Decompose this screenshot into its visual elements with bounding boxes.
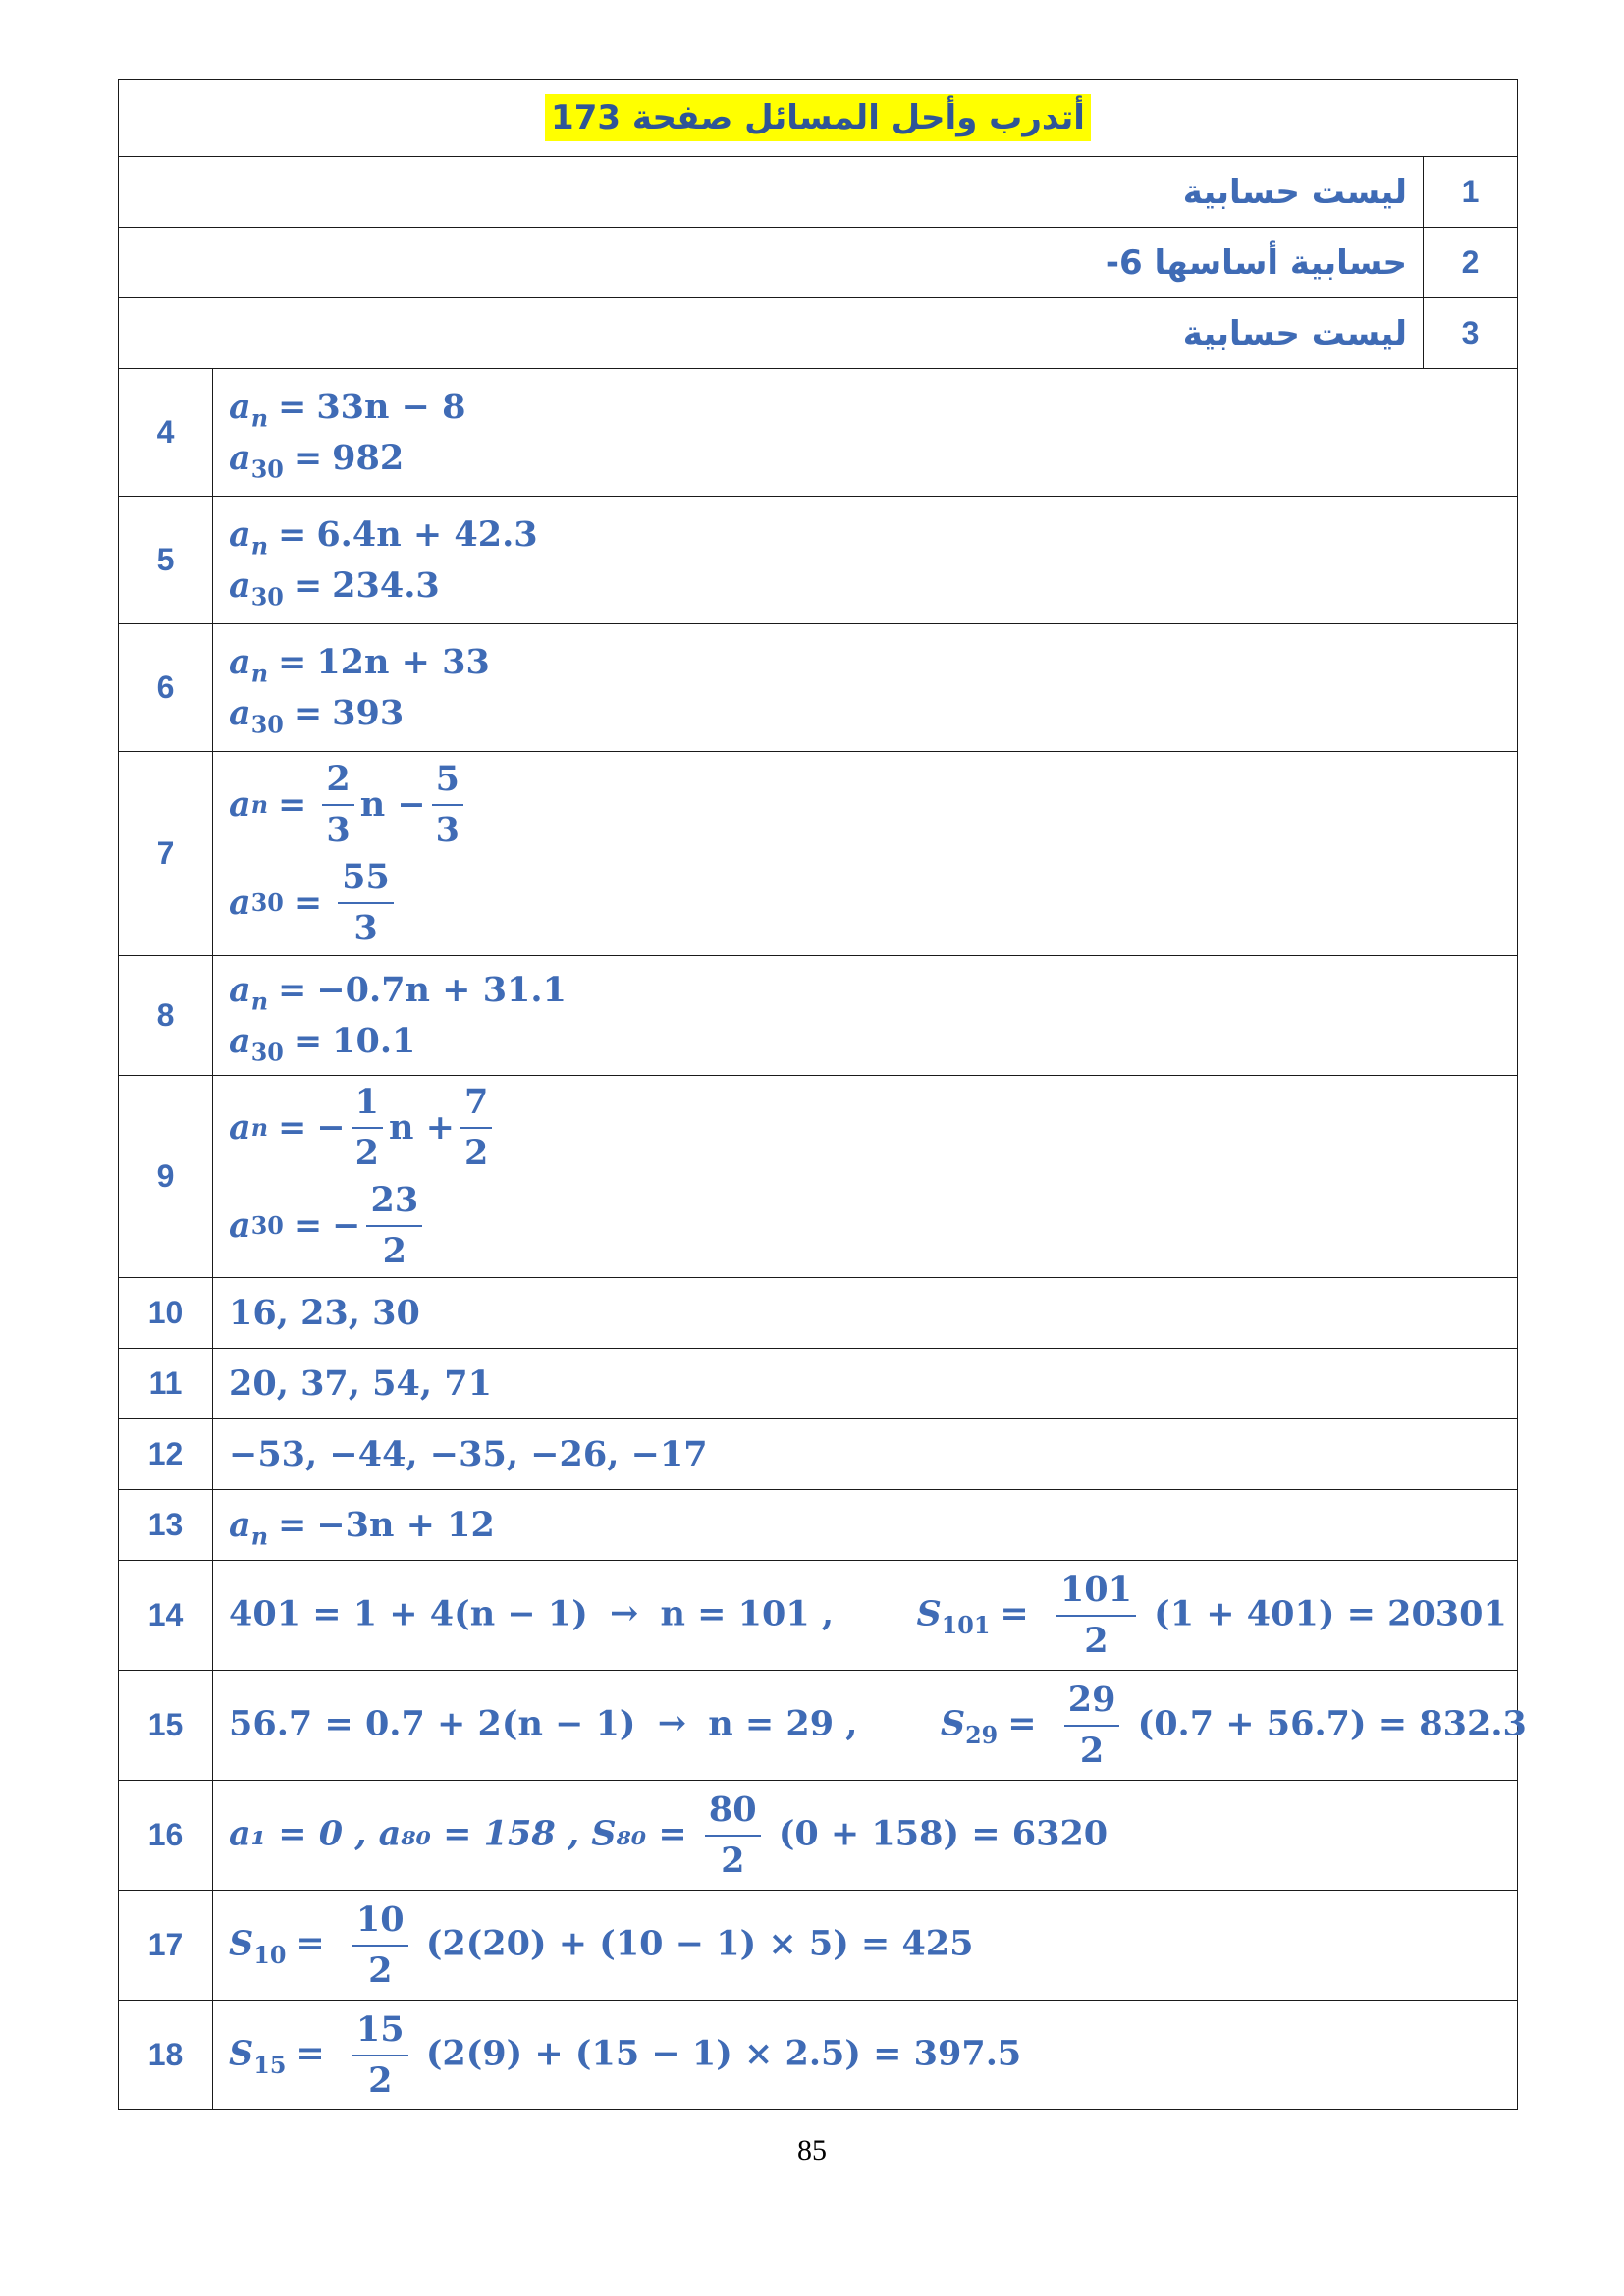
- sign: −: [332, 1205, 361, 1246]
- question-number: 5: [119, 497, 213, 624]
- equation: 401 = 1 + 4(n − 1): [229, 1593, 588, 1633]
- fraction: $\frac{10}{2}$: [352, 1896, 408, 1996]
- an-formula: −0.7n + 31.1: [316, 969, 567, 1010]
- question-number: 14: [119, 1561, 213, 1671]
- table-row: [119, 1490, 1518, 1561]
- fraction: $\frac{29}{2}$: [1064, 1676, 1120, 1776]
- fraction: $\frac{23}{2}$: [366, 1176, 422, 1276]
- question-number: 6: [119, 624, 213, 752]
- answer-text: ليست حسابية: [119, 298, 1424, 369]
- answer-math: −53, −44, −35, −26, −17: [213, 1419, 1518, 1490]
- question-number: 7: [119, 752, 213, 956]
- an-formula: 12n + 33: [316, 641, 490, 682]
- answer-math: $S_{15}$ = $\frac{15}{2}$ (2(9) + (15 − 1) × 2.5) = 397.5: [213, 2001, 1518, 2110]
- table-row: [119, 369, 1518, 497]
- page-title: أتدرب وأحل المسائل صفحة 173: [545, 94, 1091, 141]
- equation: 56.7 = 0.7 + 2(n − 1): [229, 1703, 636, 1743]
- fraction: $\frac{1}{2}$: [352, 1078, 383, 1178]
- question-number: 13: [119, 1490, 213, 1561]
- answers-table: [118, 79, 1518, 369]
- given-values: a₁ = 0 , a₈₀ = 158 , S₈₀ =: [229, 1813, 687, 1853]
- sum-value: (2(9) + (15 − 1) × 2.5) = 397.5: [425, 2033, 1022, 2073]
- fraction: $\frac{2}{3}$: [322, 755, 353, 855]
- an-formula: −3n + 12: [316, 1505, 495, 1545]
- question-number: 10: [119, 1278, 213, 1349]
- fraction: $\frac{15}{2}$: [352, 2005, 408, 2106]
- n-value: n = 29 ,: [708, 1703, 858, 1743]
- an-formula: 33n − 8: [316, 386, 466, 427]
- an-formula: 6.4n + 42.3: [316, 513, 538, 555]
- question-number: 3: [1424, 298, 1518, 369]
- question-number: 17: [119, 1891, 213, 2001]
- question-number: 4: [119, 369, 213, 497]
- answer-math: $a_n = 12n + 33$ $a_{30} = 393$: [213, 624, 1518, 752]
- sum-value: (0.7 + 56.7) = 832.3: [1137, 1703, 1527, 1743]
- fraction: $\frac{5}{3}$: [432, 755, 463, 855]
- table-row: [119, 228, 1518, 298]
- table-row: [119, 956, 1518, 1076]
- answer-math: $a_n = 6.4n + 42.3$ $a_{30} = 234.3$: [213, 497, 1518, 624]
- question-number: 12: [119, 1419, 213, 1490]
- table-row: [119, 1419, 1518, 1490]
- table-row: [119, 1671, 1518, 1781]
- formula-middle: n −: [359, 784, 426, 825]
- question-number: 11: [119, 1349, 213, 1419]
- answer-math: $S_{10}$ = $\frac{10}{2}$ (2(20) + (10 − 1) × 5) = 425: [213, 1891, 1518, 2001]
- a30-value: 234.3: [332, 564, 440, 606]
- sum-value: (1 + 401) = 20301: [1154, 1593, 1507, 1633]
- answer-math: 401 = 1 + 4(n − 1) → n = 101 , $S_{101}$ = $\frac{101}{2}$ (1 + 401) = 20301: [213, 1561, 1518, 1671]
- a30-value: 393: [332, 692, 405, 733]
- n-value: n = 101 ,: [660, 1593, 835, 1633]
- table-row: [119, 1278, 1518, 1349]
- answer-math: $a_n = 33n - 8$ $a_{30} = 982$: [213, 369, 1518, 497]
- table-row: [119, 1076, 1518, 1278]
- answer-math: $a_n = -0.7n + 31.1$ $a_{30} = 10.1$: [213, 956, 1518, 1076]
- formula-middle: n +: [389, 1107, 455, 1148]
- answers-table-math: [118, 368, 1527, 2110]
- question-number: 9: [119, 1076, 213, 1278]
- answer-math: 56.7 = 0.7 + 2(n − 1) → n = 29 , $S_{29}$ = $\frac{29}{2}$ (0.7 + 56.7) = 832.3: [213, 1671, 1518, 1781]
- title-cell: [119, 80, 1518, 157]
- table-row: [119, 1561, 1518, 1671]
- table-row: [119, 624, 1518, 752]
- table-row: [119, 2001, 1518, 2110]
- sign: −: [316, 1107, 346, 1148]
- answer-math: 16, 23, 30: [213, 1278, 1518, 1349]
- sum-value: (0 + 158) = 6320: [778, 1813, 1109, 1853]
- a30-value: 982: [332, 437, 405, 478]
- question-number: 8: [119, 956, 213, 1076]
- question-number: 15: [119, 1671, 213, 1781]
- table-row: [119, 497, 1518, 624]
- table-row: [119, 298, 1518, 369]
- answer-math: 20, 37, 54, 71: [213, 1349, 1518, 1419]
- answer-math: $a_n = -3n + 12$: [213, 1490, 1518, 1561]
- a30-value: 10.1: [332, 1020, 416, 1061]
- question-number: 18: [119, 2001, 213, 2110]
- table-row: [119, 752, 1518, 956]
- fraction: $\frac{55}{3}$: [338, 853, 394, 953]
- answer-math: [213, 1781, 1518, 1891]
- fraction: $\frac{101}{2}$: [1056, 1566, 1136, 1666]
- table-row: [119, 1349, 1518, 1419]
- answer-text: ليست حسابية: [119, 157, 1424, 228]
- question-number: 16: [119, 1781, 213, 1891]
- question-number: 1: [1424, 157, 1518, 228]
- page-number: 85: [797, 2134, 827, 2166]
- table-row: [119, 1781, 1518, 1891]
- question-number: 2: [1424, 228, 1518, 298]
- fraction: $\frac{80}{2}$: [705, 1786, 761, 1886]
- table-row: [119, 1891, 1518, 2001]
- answer-math: a n = $\frac{2}{3}$ n − $\frac{5}{3}$ a 30 = $\frac{55}{3}$: [213, 752, 1518, 956]
- fraction: $\frac{7}{2}$: [460, 1078, 492, 1178]
- answer-text: حسابية أساسها 6-: [119, 228, 1424, 298]
- sum-value: (2(20) + (10 − 1) × 5) = 425: [425, 1923, 974, 1963]
- answer-math: a n = − $\frac{1}{2}$ n + $\frac{7}{2}$ a 30 = − $\frac{23}{2}$: [213, 1076, 1518, 1278]
- title-row: [119, 80, 1518, 157]
- table-row: [119, 157, 1518, 228]
